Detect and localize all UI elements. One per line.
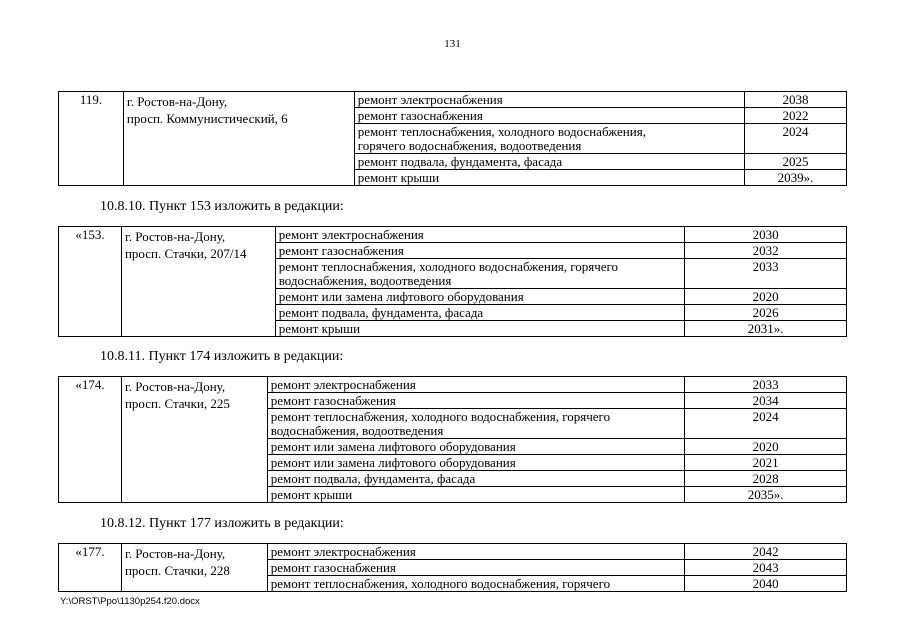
year-cell: 2020 <box>685 289 847 305</box>
year-cell: 2024 <box>745 124 847 154</box>
table-row <box>59 92 847 108</box>
work-cell <box>267 409 684 439</box>
work-cell: ремонт крыши <box>354 170 744 186</box>
table-row <box>59 377 847 393</box>
footer-file-path: Y:\ORST\Ppo\1130p254.f20.docx <box>60 596 200 607</box>
repair-table-153 <box>58 226 847 337</box>
work-line: ремонт теплоснабжения, холодного водоснабжения, горячего <box>270 409 611 424</box>
work-cell: ремонт подвала, фундамента, фасада <box>267 471 684 487</box>
item-number: «177. <box>59 544 122 592</box>
section-heading: 10.8.10. Пункт 153 изложить в редакции: <box>100 199 344 214</box>
work-cell <box>354 124 744 154</box>
work-cell: ремонт подвала, фундамента, фасада <box>354 154 744 170</box>
repair-table-119 <box>58 91 847 186</box>
work-cell: ремонт газоснабжения <box>267 393 684 409</box>
year-cell: 2034 <box>685 393 847 409</box>
work-cell: ремонт подвала, фундамента, фасада <box>275 305 684 321</box>
year-cell: 2043 <box>685 560 847 576</box>
work-line: ремонт теплоснабжения, холодного водоснабжения, горячего <box>278 259 619 274</box>
work-cell <box>275 259 684 289</box>
address-cell <box>121 227 275 337</box>
work-cell: ремонт крыши <box>267 487 684 503</box>
repair-table-177 <box>58 543 847 592</box>
section-heading: 10.8.12. Пункт 177 изложить в редакции: <box>100 516 344 531</box>
year-cell: 2040 <box>685 576 847 592</box>
item-number: «174. <box>59 377 122 503</box>
work-cell: ремонт газоснабжения <box>275 243 684 259</box>
item-number: 119. <box>59 92 124 186</box>
year-cell: 2028 <box>685 471 847 487</box>
year-cell: 2031». <box>685 321 847 337</box>
work-cell: ремонт электроснабжения <box>354 92 744 108</box>
address-cell <box>123 92 354 186</box>
table-row <box>59 544 847 560</box>
year-cell: 2035». <box>685 487 847 503</box>
work-cell: ремонт или замена лифтового оборудования <box>267 455 684 471</box>
address-line: просп. Стачки, 228 <box>124 563 230 578</box>
address-line: г. Ростов-на-Дону, <box>124 546 226 561</box>
address-cell <box>121 377 267 503</box>
work-line: горячего водоснабжения, водоотведения <box>357 138 582 153</box>
table-row <box>59 227 847 243</box>
work-cell: ремонт газоснабжения <box>354 108 744 124</box>
page-number: 131 <box>444 38 461 50</box>
work-cell: ремонт крыши <box>275 321 684 337</box>
address-line: г. Ростов-на-Дону, <box>126 94 228 109</box>
work-cell: ремонт электроснабжения <box>267 377 684 393</box>
work-cell: ремонт электроснабжения <box>267 544 684 560</box>
year-cell: 2026 <box>685 305 847 321</box>
address-line: г. Ростов-на-Дону, <box>124 379 226 394</box>
work-cell: ремонт электроснабжения <box>275 227 684 243</box>
address-line: г. Ростов-на-Дону, <box>124 229 226 244</box>
work-line: водоснабжения, водоотведения <box>278 273 452 288</box>
year-cell: 2030 <box>685 227 847 243</box>
year-cell: 2033 <box>685 377 847 393</box>
year-cell: 2032 <box>685 243 847 259</box>
section-heading: 10.8.11. Пункт 174 изложить в редакции: <box>100 349 344 364</box>
work-cell: ремонт теплоснабжения, холодного водоснабжения, горячего <box>267 576 684 592</box>
year-cell: 2021 <box>685 455 847 471</box>
year-cell: 2033 <box>685 259 847 289</box>
address-line: просп. Коммунистический, 6 <box>126 111 288 126</box>
year-cell: 2025 <box>745 154 847 170</box>
year-cell: 2042 <box>685 544 847 560</box>
work-cell: ремонт газоснабжения <box>267 560 684 576</box>
address-cell <box>121 544 267 592</box>
year-cell: 2020 <box>685 439 847 455</box>
year-cell: 2039». <box>745 170 847 186</box>
item-number: «153. <box>59 227 122 337</box>
repair-table-174 <box>58 376 847 503</box>
year-cell: 2038 <box>745 92 847 108</box>
address-line: просп. Стачки, 207/14 <box>124 246 247 261</box>
work-line: водоснабжения, водоотведения <box>270 423 444 438</box>
work-cell: ремонт или замена лифтового оборудования <box>267 439 684 455</box>
year-cell: 2022 <box>745 108 847 124</box>
year-cell: 2024 <box>685 409 847 439</box>
work-line: ремонт теплоснабжения, холодного водоснабжения, <box>357 124 646 139</box>
work-cell: ремонт или замена лифтового оборудования <box>275 289 684 305</box>
address-line: просп. Стачки, 225 <box>124 396 230 411</box>
